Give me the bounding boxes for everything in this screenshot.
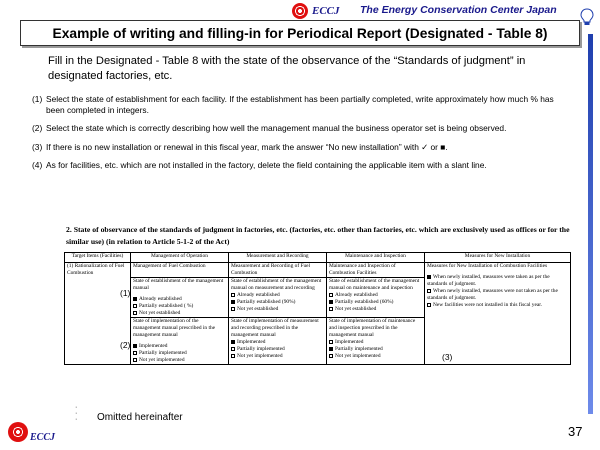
report-form-table [64,252,571,365]
eccj-logo-icon [8,422,28,442]
checkbox-icon [329,340,333,344]
establish-cell [131,278,229,318]
option-label: Already established [139,296,182,302]
marker-1: (1) [120,288,131,298]
instruction-list [32,94,572,178]
checkbox-icon [329,307,333,311]
intro-text: Fill in the Designated - Table 8 with the state of the observance of the “Standards of judgment” in designated factories, etc. [48,55,526,82]
instruction-number: (1) [32,94,43,104]
option-label: Partially implemented [335,346,383,352]
option-label: Not yet implemented [139,357,185,363]
checkbox-icon [329,347,333,351]
instruction-number: (2) [32,123,43,134]
implement-cell [229,318,327,365]
option-label: Implemented [237,339,266,345]
option-label: Partially established ( %) [139,303,194,309]
slide-title: Example of writing and filling-in for Periodical Report (Designated - Table 8) [52,25,548,41]
option-label: Already established [237,292,280,298]
section-heading: 2. State of observance of the standards of judgment in factories, etc. (factories, etc. other than factories, etc. which are exclusively used as offices or for the similar use) (in relation to Article 5-1-2 of the Act) [66,225,570,246]
marker-2: (2) [120,340,131,350]
option-label: Partially implemented [139,350,187,356]
checkbox-icon [427,289,431,293]
col-head-cell: Management of Fuel Combustion [131,263,229,278]
new-install-cell [425,263,571,365]
header-logo [292,3,340,19]
checkbox-icon [231,293,235,297]
lightbulb-icon [580,8,594,26]
option-label: Implemented [139,343,168,349]
instruction-item [32,94,572,116]
checkbox-icon [133,297,137,301]
instruction-number: (4) [32,159,43,170]
establish-option[interactable] [329,299,422,306]
checkbox-icon [231,300,235,304]
marker-3: (3) [442,352,453,362]
instruction-item [32,160,572,171]
option-label: When newly installed, measures were taken as per the standards of judgment. [427,274,550,287]
option-label: Not yet established [237,306,279,312]
implement-option[interactable] [231,353,324,360]
implement-option[interactable] [329,339,422,346]
slide-title-box [20,20,580,46]
checkbox-icon [329,293,333,297]
option-label: Implemented [335,339,364,345]
new-install-option[interactable] [427,302,568,309]
establish-option[interactable] [231,306,324,313]
footer-logo [8,420,55,443]
checkbox-icon [133,344,137,348]
col-head-text: Measures for New Installation of Combustion Facilities [427,263,548,269]
checkbox-icon [427,275,431,279]
column-header: Maintenance and Inspection [327,253,425,263]
option-label: Not yet established [335,306,377,312]
implement-option[interactable] [133,350,226,357]
ellipsis-dots: · · · [75,404,78,423]
cell-title: State of establishment of the management manual on maintenance and inspection [329,278,420,291]
instruction-item [32,123,572,134]
cell-title: State of implementation of maintenance and inspection prescribed in the management manual [329,318,416,338]
organization-name: The Energy Conservation Center Japan [360,4,557,16]
checkbox-icon [133,351,137,355]
cell-title: State of implementation of the management manual prescribed in the management manual [133,318,216,338]
table-header-row [65,253,571,263]
instruction-item [32,142,572,153]
option-label: Not yet established [139,310,181,316]
establish-option[interactable] [231,292,324,299]
decorative-side-bar [588,34,593,414]
instruction-text: Select the state which is correctly describing how well the management manual the business operator set is being observed. [46,123,507,134]
page-number: 37 [568,424,583,439]
new-install-option[interactable] [427,274,568,288]
target-item-cell: (1) Rationalization of Fuel Combustion [65,263,131,365]
establish-option[interactable] [231,299,324,306]
checkbox-icon [231,354,235,358]
implement-option[interactable] [231,339,324,346]
checkbox-icon [231,307,235,311]
establish-option[interactable] [133,296,226,303]
checkbox-icon [329,354,333,358]
col-head-cell: Measurement and Recording of Fuel Combustion [229,263,327,278]
footer-logo-text: ECCJ [30,432,56,443]
column-header: Target Items (Facilities) [65,253,131,263]
establish-option[interactable] [329,292,422,299]
option-label: Not yet implemented [335,353,381,359]
omitted-note: Omitted hereinafter [97,412,183,423]
option-label: Not yet implemented [237,353,283,359]
checkbox-icon [231,340,235,344]
implement-option[interactable] [231,346,324,353]
option-label: Partially established (60%) [335,299,394,305]
implement-cell [327,318,425,365]
implement-cell [131,318,229,365]
eccj-logo-icon [292,3,308,19]
establish-cell [229,278,327,318]
column-header: Management of Operation [131,253,229,263]
establish-cell [327,278,425,318]
establish-option[interactable] [329,306,422,313]
implement-option[interactable] [133,343,226,350]
checkbox-icon [133,311,137,315]
cell-title: State of establishment of the management manual on measurement and recording [231,278,322,291]
instruction-text: Select the state of establishment for each facility. If the establishment has been partially completed, write approximately how much % has been completed in integers. [46,94,554,116]
checkbox-icon [133,304,137,308]
establish-option[interactable] [133,310,226,317]
col-head-cell: Maintenance and Inspection of Combustion Facilities [327,263,425,278]
checkbox-icon [427,303,431,307]
cell-title: State of implementation of measurement and recording prescribed in the management manual [231,318,319,338]
checkbox-icon [329,300,333,304]
instruction-number: (3) [32,141,43,152]
instruction-text: As for facilities, etc. which are not installed in the factory, delete the field containing the applicable item with a slant line. [46,159,487,170]
new-install-option[interactable] [427,288,568,302]
option-label: Already established [335,292,378,298]
checkbox-icon [133,358,137,362]
column-header: Measures for New Installation [425,253,571,263]
establish-option[interactable] [133,303,226,310]
checkbox-icon [231,347,235,351]
option-label: Partially implemented [237,346,285,352]
cell-title: State of establishment of the management manual [133,278,224,291]
implement-option[interactable] [329,353,422,360]
option-label: New facilities were not installed in this fiscal year. [433,302,543,308]
implement-option[interactable] [133,357,226,364]
header-logo-text: ECCJ [312,5,340,17]
table-row [65,263,571,278]
implement-option[interactable] [329,346,422,353]
option-label: Partially established (90%) [237,299,296,305]
column-header: Measurement and Recording [229,253,327,263]
instruction-text: If there is no new installation or renewal in this fiscal year, mark the answer “No new installation” with ✓ or ■. [46,141,448,152]
option-label: When newly installed, measures were not taken as per the standards of judgment. [427,288,558,301]
